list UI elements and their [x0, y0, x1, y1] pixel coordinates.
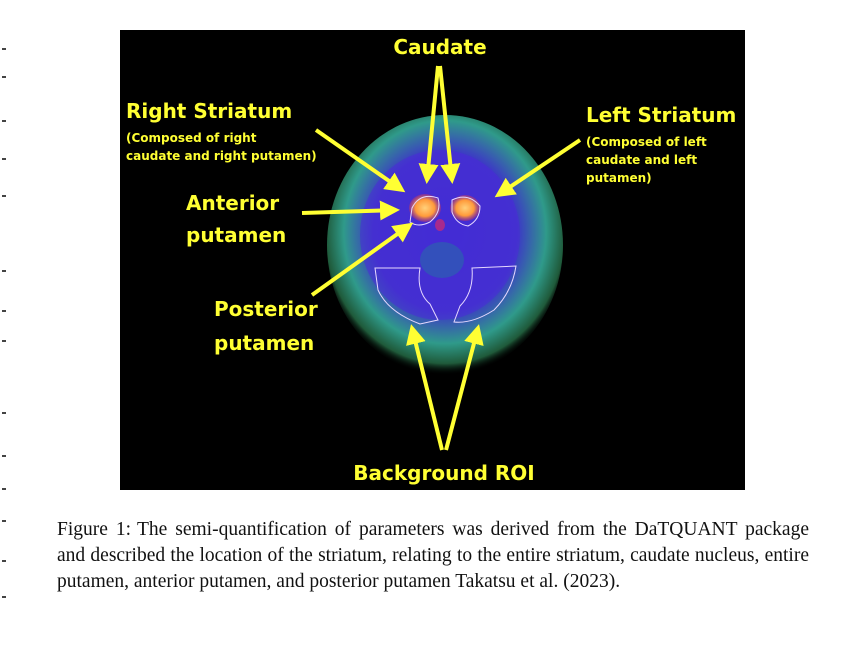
label-anterior-putamen-1: Anterior — [186, 191, 280, 215]
ventricle-region — [420, 242, 464, 278]
right-caudate-hotspot — [409, 194, 441, 222]
label-left-striatum: Left Striatum — [586, 103, 737, 127]
caption-label: Figure 1: — [57, 519, 132, 540]
margin-line-marks — [2, 40, 12, 640]
label-posterior-putamen-2: putamen — [214, 331, 315, 355]
label-posterior-putamen-1: Posterior — [214, 297, 318, 321]
label-anterior-putamen-2: putamen — [186, 223, 287, 247]
figure-caption — [57, 517, 809, 595]
label-caudate: Caudate — [393, 35, 487, 59]
caption-text: The semi-quantification of parameters was derived from the DaTQUANT package and described the location of the striatum, relating to the entire striatum, caudate nucleus, entire putamen, anterior putamen, and posterior putamen Takatsu et al. (2023). — [57, 519, 809, 592]
spect-brain-diagram — [120, 30, 745, 490]
label-background-roi: Background ROI — [353, 461, 535, 485]
spect-figure — [120, 30, 745, 490]
label-right-striatum-note-1: (Composed of right — [126, 131, 257, 145]
label-left-striatum-note-3: putamen) — [586, 171, 652, 185]
label-right-striatum: Right Striatum — [126, 99, 293, 123]
label-left-striatum-note-1: (Composed of left — [586, 135, 707, 149]
label-left-striatum-note-2: caudate and left — [586, 153, 698, 167]
label-right-striatum-note-2: caudate and right putamen) — [126, 149, 317, 163]
midline-spot — [435, 219, 445, 231]
